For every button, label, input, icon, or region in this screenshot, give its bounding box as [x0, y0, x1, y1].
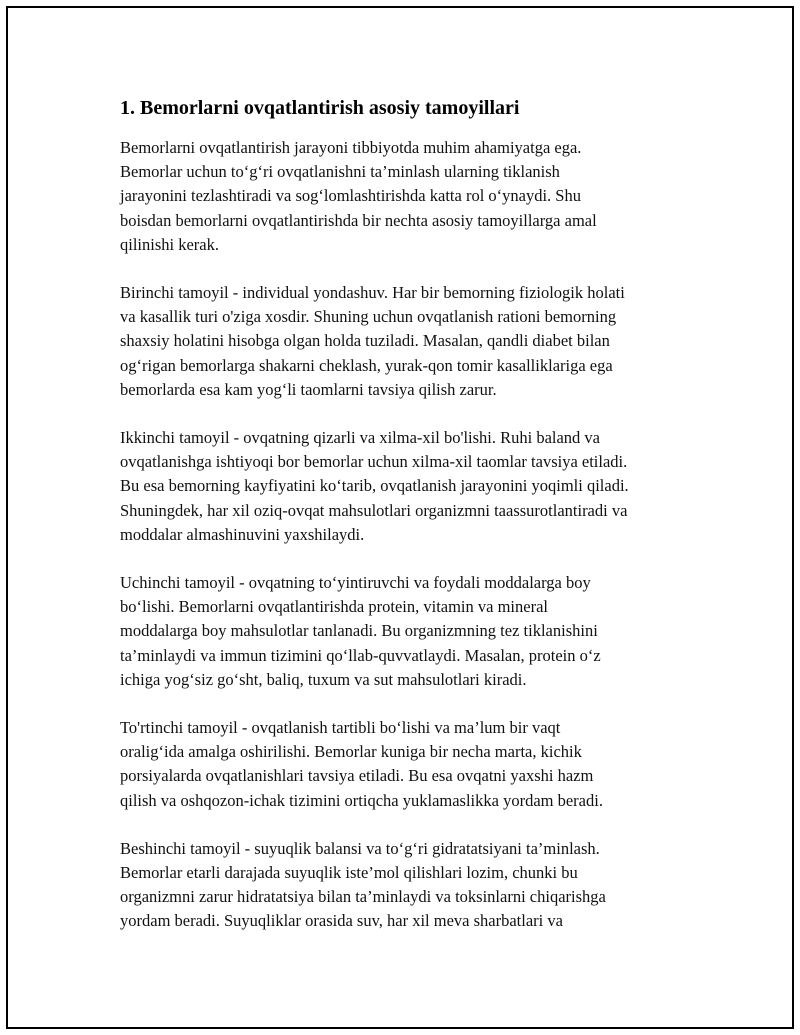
paragraph — [120, 136, 700, 257]
text-line: moddalarga boy mahsulotlar tanlanadi. Bu organizmning tez tiklanishini — [120, 621, 598, 641]
text-line: porsiyalarda ovqatlanishlari tavsiya etiladi. Bu esa ovqatni yaxshi hazm — [120, 766, 594, 786]
text-line: oralig‘ida amalga oshirilishi. Bemorlar kuniga bir necha marta, kichik — [120, 742, 582, 762]
text-line: Bemorlarni ovqatlantirish jarayoni tibbiyotda muhim ahamiyatga ega. — [120, 138, 582, 157]
text-line: bemorlarda esa kam yog‘li taomlarni tavsiya qilish zarur. — [120, 379, 497, 399]
text-line: ovqatlanishga ishtiyoqi bor bemorlar uchun xilma-xil taomlar tavsiya etiladi. — [120, 452, 628, 472]
text-line: organizmni zarur hidratatsiya bilan ta’minlaydi va toksinlarni chiqarishga — [120, 887, 606, 907]
paragraph — [120, 837, 700, 934]
page-frame — [6, 6, 794, 1029]
paragraph — [120, 716, 700, 813]
text-line: Uchinchi tamoyil - ovqatning to‘yintiruvchi va foydali moddalarga boy — [120, 573, 591, 593]
text-line: ichiga yog‘siz go‘sht, baliq, tuxum va sut mahsulotlari kiradi. — [120, 669, 527, 689]
text-line: Ikkinchi tamoyil - ovqatning qizarli va xilma-xil bo'lishi. Ruhi baland va — [120, 428, 601, 448]
paragraph-list — [120, 136, 700, 934]
document-body — [120, 96, 700, 958]
text-line: va kasallik turi o'ziga xosdir. Shuning uchun ovqatlanish rationi bemorning — [120, 307, 617, 327]
text-line: shaxsiy holatini hisobga olgan holda tuziladi. Masalan, qandli diabet bilan — [120, 331, 610, 351]
text-line: og‘rigan bemorlarga shakarni cheklash, yurak-qon tomir kasalliklariga ega — [120, 355, 613, 375]
paragraph — [120, 571, 700, 692]
text-line: Beshinchi tamoyil - suyuqlik balansi va to‘g‘ri gidratatsiyani ta’minlash. — [120, 838, 600, 858]
text-line: To'rtinchi tamoyil - ovqatlanish tartibli bo‘lishi va ma’lum bir vaqt — [120, 718, 561, 738]
text-line: ta’minlaydi va immun tizimini qo‘llab-quvvatlaydi. Masalan, protein o‘z — [120, 645, 601, 665]
text-line: moddalar almashinuvini yaxshilaydi. — [120, 524, 365, 544]
text-line: bo‘lishi. Bemorlarni ovqatlantirishda protein, vitamin va mineral — [120, 597, 548, 617]
section-heading: 1. Bemorlarni ovqatlantirish asosiy tamoyillari — [120, 97, 520, 119]
text-line: Shuningdek, har xil oziq-ovqat mahsulotlari organizmni taassurotlantiradi va — [120, 500, 628, 520]
text-line: Bemorlar uchun to‘g‘ri ovqatlanishni ta’minlash ularning tiklanish — [120, 162, 560, 182]
text-line: jarayonini tezlashtiradi va sog‘lomlashtirishda katta rol o‘ynaydi. Shu — [120, 186, 581, 206]
text-line: Birinchi tamoyil - individual yondashuv. Har bir bemorning fiziologik holati — [120, 283, 625, 303]
text-line: boisdan bemorlarni ovqatlantirishda bir nechta asosiy tamoyillarga amal — [120, 210, 597, 230]
paragraph — [120, 426, 700, 547]
text-line: qilish va oshqozon-ichak tizimini ortiqcha yuklamaslikka yordam beradi. — [120, 790, 603, 810]
text-line: Bu esa bemorning kayfiyatini ko‘tarib, ovqatlanish jarayonini yoqimli qiladi. — [120, 476, 629, 496]
text-line: qilinishi kerak. — [120, 234, 219, 254]
paragraph — [120, 281, 700, 402]
text-line: yordam beradi. Suyuqliklar orasida suv, har xil meva sharbatlari va — [120, 911, 563, 931]
text-line: Bemorlar etarli darajada suyuqlik iste’mol qilishlari lozim, chunki bu — [120, 863, 578, 883]
